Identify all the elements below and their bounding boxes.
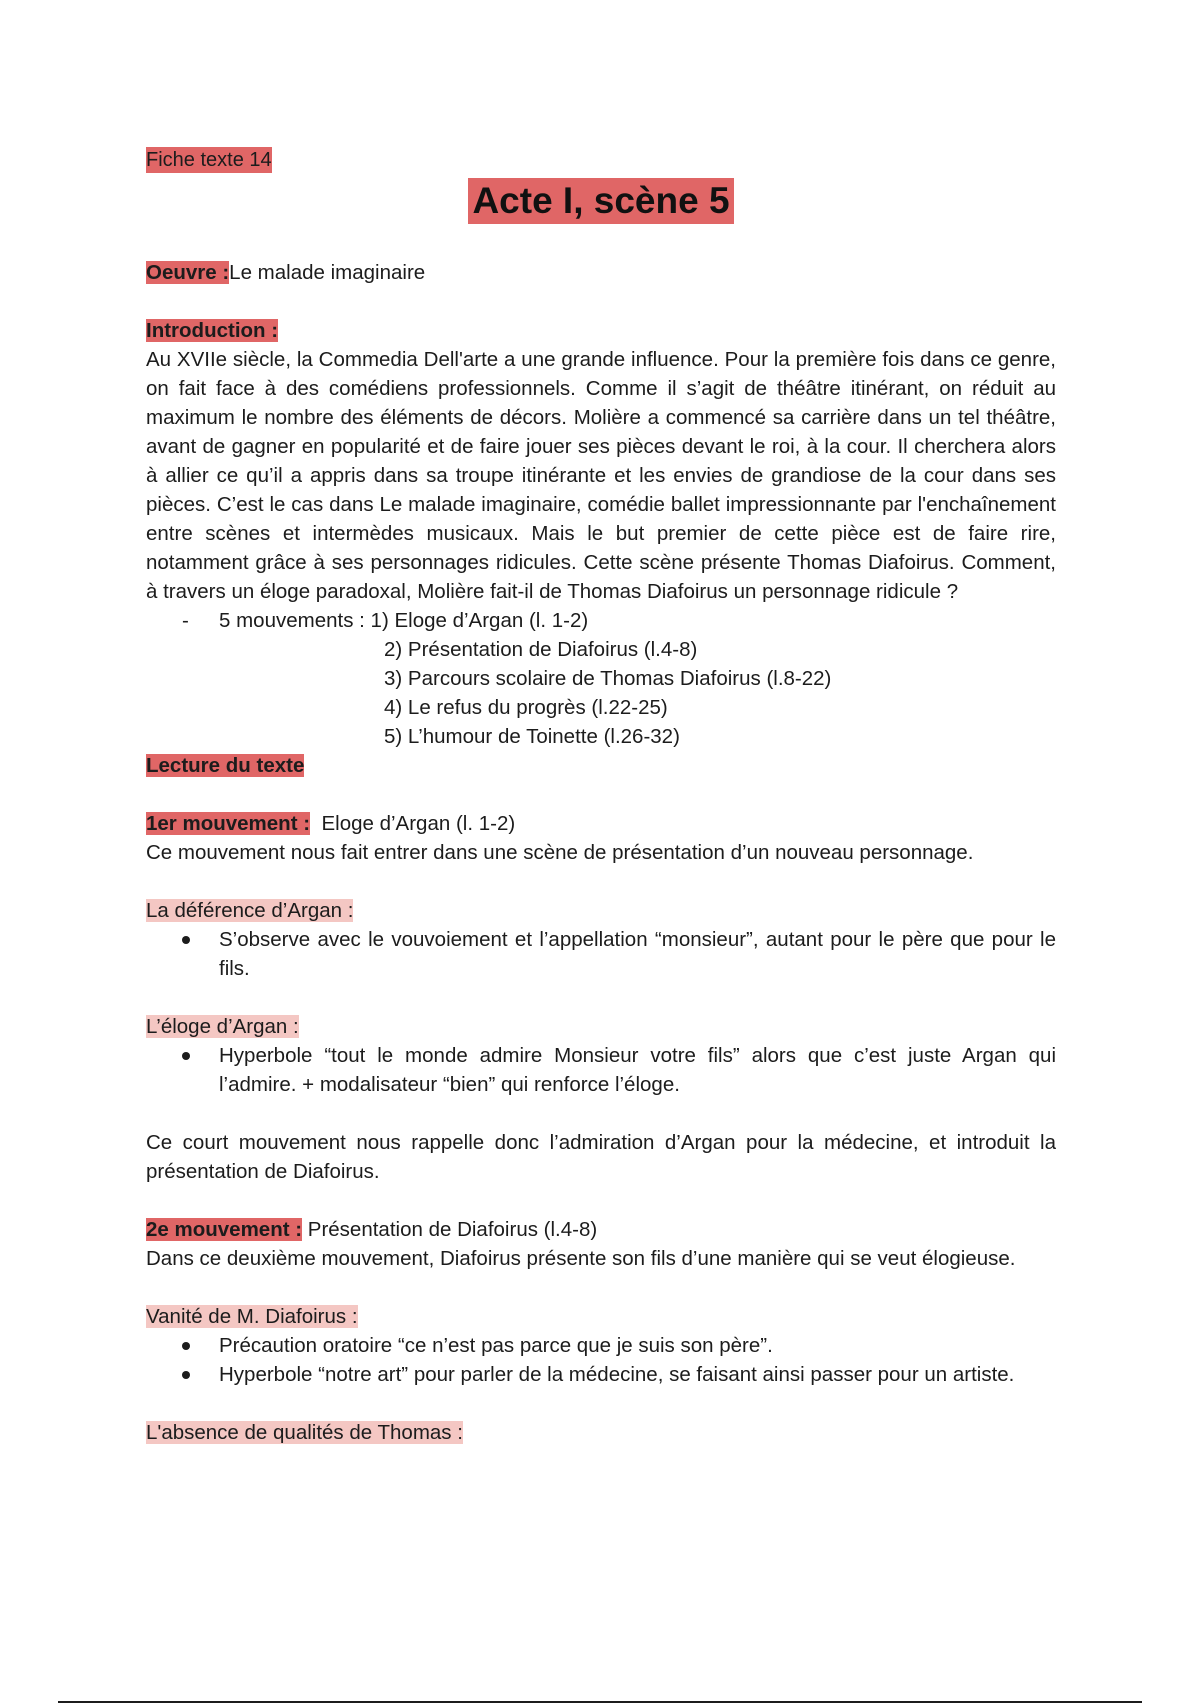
absence-label: L'absence de qualités de Thomas :	[146, 1421, 463, 1444]
title-row	[146, 178, 1056, 224]
list-item: Précaution oratoire “ce n’est pas parce que je suis son père”.	[146, 1331, 1056, 1360]
lecture-heading	[146, 751, 1056, 780]
deference-heading	[146, 896, 1056, 925]
vanite-label: Vanité de M. Diafoirus :	[146, 1305, 358, 1328]
mouvement1-conclusion: Ce court mouvement nous rappelle donc l’admiration d’Argan pour la médecine, et introduit la présentation de Diafoirus.	[146, 1131, 1056, 1183]
list-item: Hyperbole “tout le monde admire Monsieur votre fils” alors que c’est juste Argan qui l’admire. + modalisateur “bien” qui renforce l’éloge.	[146, 1041, 1056, 1099]
list-item: Hyperbole “notre art” pour parler de la médecine, se faisant ainsi passer pour un artiste.	[146, 1360, 1056, 1389]
mouvement1-title: Eloge d’Argan (l. 1-2)	[321, 812, 516, 835]
mouvement2-title: Présentation de Diafoirus (l.4-8)	[307, 1218, 598, 1241]
introduction-text: Au XVIIe siècle, la Commedia Dell'arte a une grande influence. Pour la première fois dans ce genre, on fait face à des comédiens professionnels. Comme il s’agit de théâtre itinérant, on réduit au maximum le nombre des éléments de décors. Molière a commencé sa carrière dans un tel théâtre, avant de gagner en popularité et de faire jouer ses pièces devant le roi, à la cour. Il cherchera alors à allier ce qu’il a appris dans sa troupe itinérante et les envies de grandiose de la cour dans ses pièces. C’est le cas dans Le malade imaginaire, comédie ballet impressionnante par l'enchaînement entre scènes et intermèdes musicaux. Mais le but premier de cette pièce est de faire rire, notamment grâce à ses personnages ridicules. Cette scène présente Thomas Diafoirus. Comment, à travers un éloge paradoxal, Molière fait-il de Thomas Diafoirus un personnage ridicule ?	[146, 348, 1056, 603]
fiche-label: Fiche texte 14	[146, 149, 272, 171]
oeuvre-line	[146, 258, 1056, 287]
introduction-heading	[146, 316, 1056, 345]
eloge-heading	[146, 1012, 1056, 1041]
mouvement1-intro: Ce mouvement nous fait entrer dans une scène de présentation d’un nouveau personnage.	[146, 841, 974, 864]
bullet-icon	[182, 1342, 190, 1350]
mouvement1-label: 1er mouvement :	[146, 812, 311, 835]
movement-item: 3) Parcours scolaire de Thomas Diafoirus (l.8-22)	[384, 667, 832, 690]
movement-item: 2) Présentation de Diafoirus (l.4-8)	[384, 638, 698, 661]
deference-label: La déférence d’Argan :	[146, 899, 354, 922]
bullet-icon	[182, 1052, 190, 1060]
oeuvre-value: Le malade imaginaire	[229, 261, 426, 284]
bullet-icon	[182, 936, 190, 944]
vanite-list	[146, 1331, 1056, 1389]
bullet-icon	[182, 1371, 190, 1379]
lecture-label: Lecture du texte	[146, 754, 305, 777]
page-title: Acte I, scène 5	[468, 178, 733, 224]
absence-heading	[146, 1418, 1056, 1447]
movements-intro: - 5 mouvements : 1) Eloge d’Argan (l. 1-2)	[146, 606, 1056, 635]
mouvement2-label: 2e mouvement :	[146, 1218, 303, 1241]
list-item: S’observe avec le vouvoiement et l’appellation “monsieur”, autant pour le père que pour le fils.	[146, 925, 1056, 983]
vanite-heading	[146, 1302, 1056, 1331]
eloge-list	[146, 1041, 1056, 1099]
deference-list	[146, 925, 1056, 983]
introduction-label: Introduction :	[146, 319, 279, 342]
movement-item: 5) L’humour de Toinette (l.26-32)	[384, 725, 680, 748]
mouvement1-heading	[146, 809, 1056, 838]
movement-item: 4) Le refus du progrès (l.22-25)	[384, 696, 668, 719]
mouvement2-intro: Dans ce deuxième mouvement, Diafoirus présente son fils d’une manière qui se veut élogieuse.	[146, 1247, 1016, 1270]
eloge-label: L’éloge d’Argan :	[146, 1015, 299, 1038]
mouvement2-heading	[146, 1215, 1056, 1244]
oeuvre-label: Oeuvre :	[146, 261, 230, 284]
movements-list	[146, 606, 1056, 635]
document-page	[146, 145, 1056, 1447]
